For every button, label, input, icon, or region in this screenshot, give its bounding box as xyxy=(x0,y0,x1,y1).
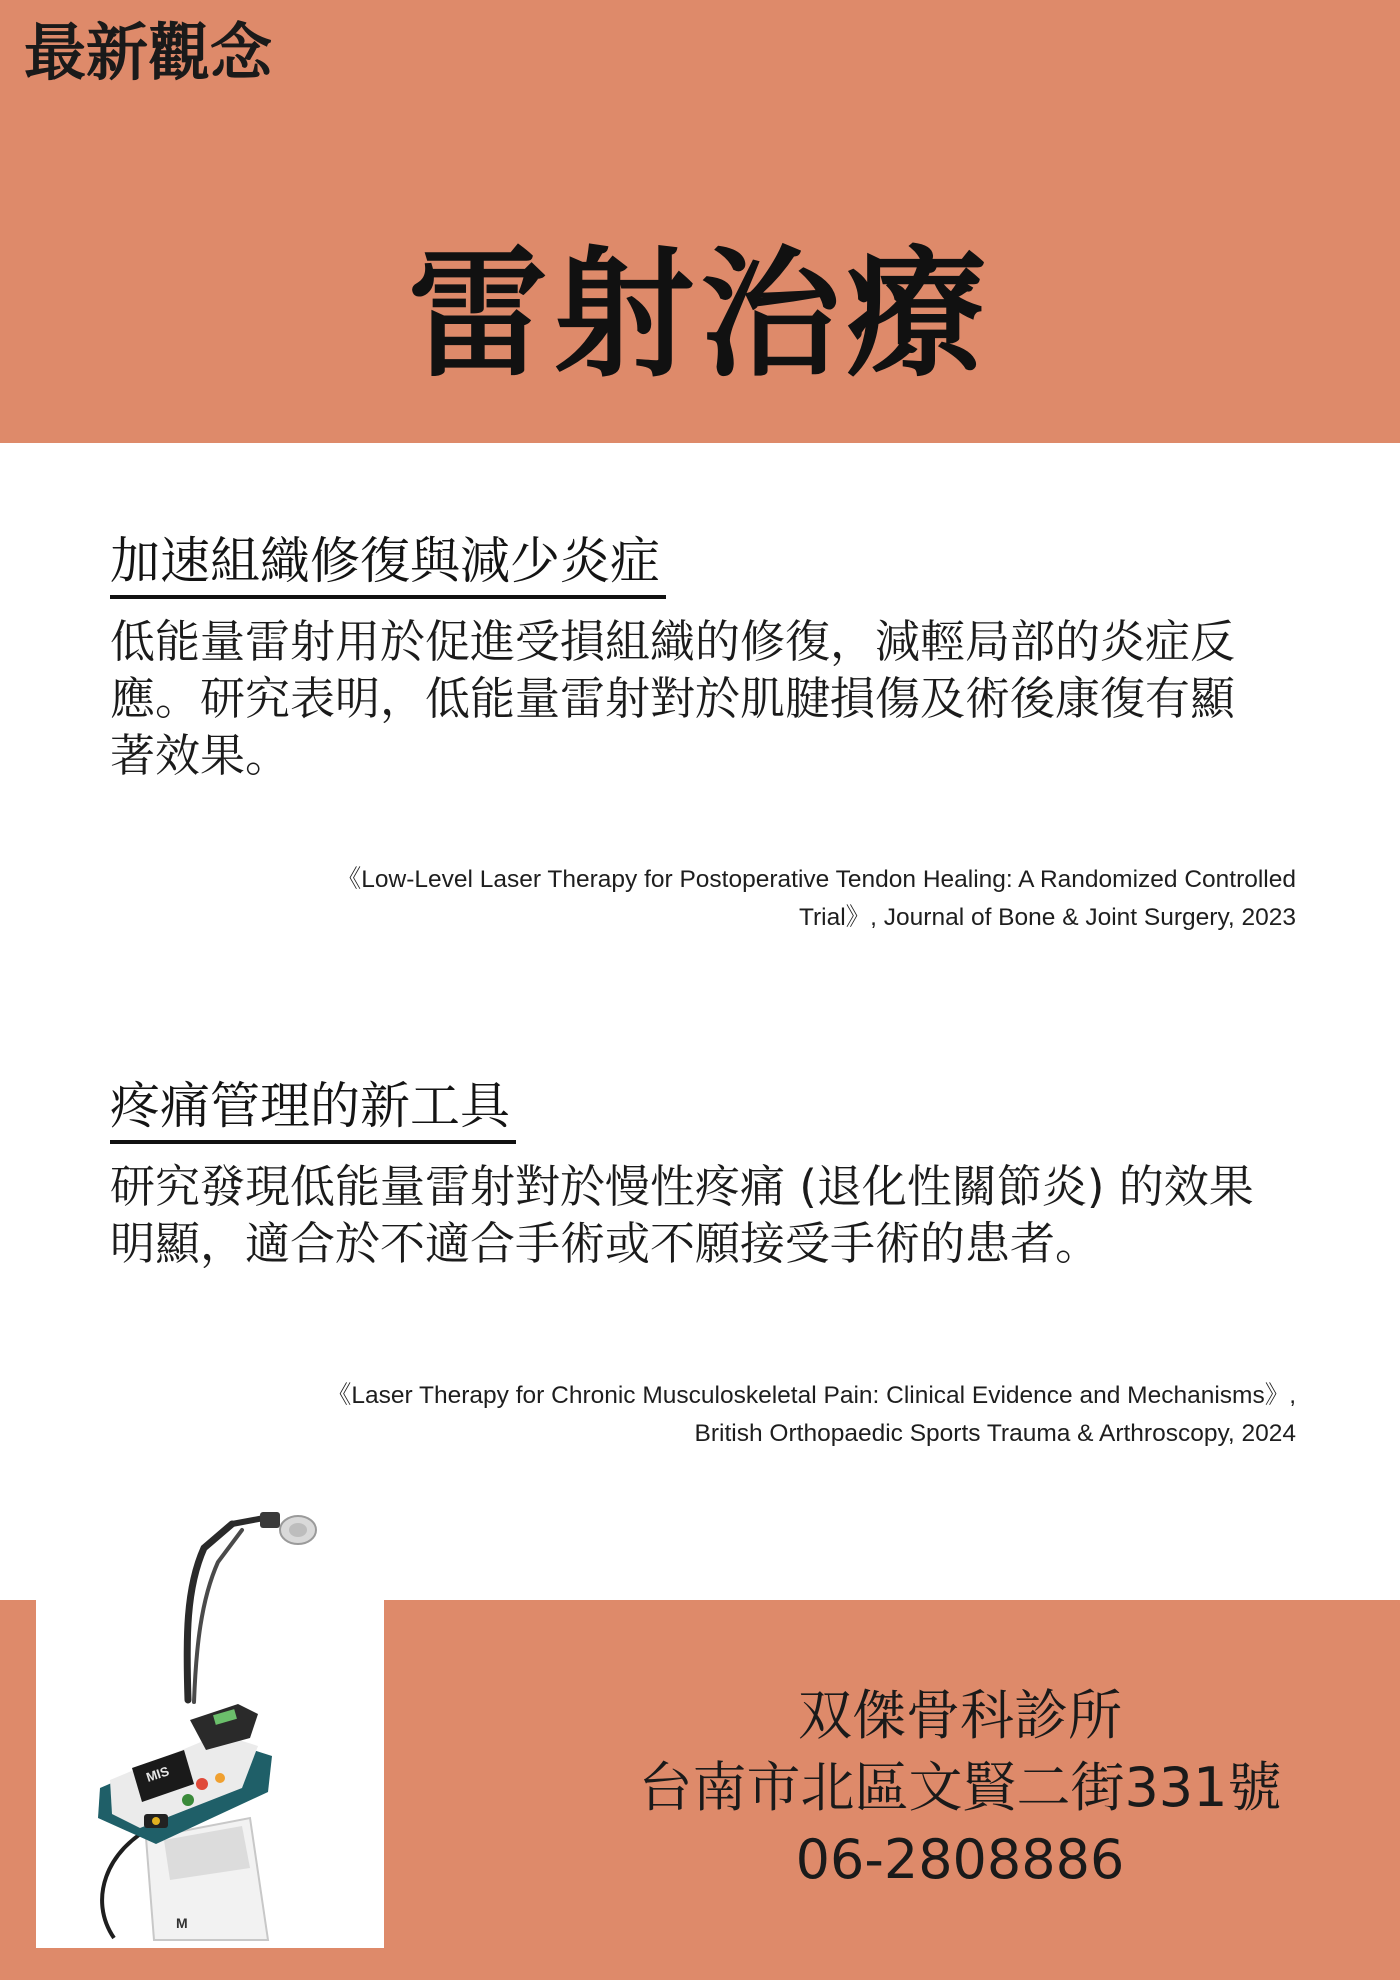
clinic-address: 台南市北區文賢二街331號 xyxy=(638,1756,1282,1819)
section-heading: 疼痛管理的新工具 xyxy=(110,1075,516,1144)
clinic-info xyxy=(620,1680,1300,1896)
section-body: 低能量雷射用於促進受損組織的修復，減輕局部的炎症反應。研究表明，低能量雷射對於肌腱損傷及術後康復有顯著效果。 xyxy=(110,614,1236,782)
laser-device-illustration xyxy=(36,1488,384,1948)
section-heading: 加速組織修復與減少炎症 xyxy=(110,530,666,599)
clinic-phone: 06-2808886 xyxy=(795,1828,1125,1891)
base-logo: M xyxy=(176,1915,188,1931)
citation: 《Low-Level Laser Therapy for Postoperative Tendon Healing: A Randomized Controlled Trial》, Journal of Bone & Joint Surgery, 2023 xyxy=(336,866,1296,931)
device-logo: MIS xyxy=(144,1763,171,1785)
citation: 《Laser Therapy for Chronic Musculoskeletal Pain: Clinical Evidence and Mechanisms》, British Orthopaedic Sports Trauma & Arthroscopy, 2024 xyxy=(326,1382,1296,1447)
device-photo xyxy=(36,1488,384,1948)
section-tissue-repair xyxy=(110,530,1300,784)
section-pain-management xyxy=(110,1075,1300,1272)
green-button-icon xyxy=(182,1794,194,1806)
section-body: 研究發現低能量雷射對於慢性疼痛 (退化性關節炎) 的效果明顯，適合於不適合手術或不願接受手術的患者。 xyxy=(110,1159,1254,1270)
page-title: 雷射治療 xyxy=(407,234,992,397)
clinic-name: 双傑骨科診所 xyxy=(798,1684,1122,1747)
eyebrow-label: 最新觀念 xyxy=(24,16,273,89)
red-button-icon xyxy=(196,1778,208,1790)
orange-button-icon xyxy=(215,1773,225,1783)
